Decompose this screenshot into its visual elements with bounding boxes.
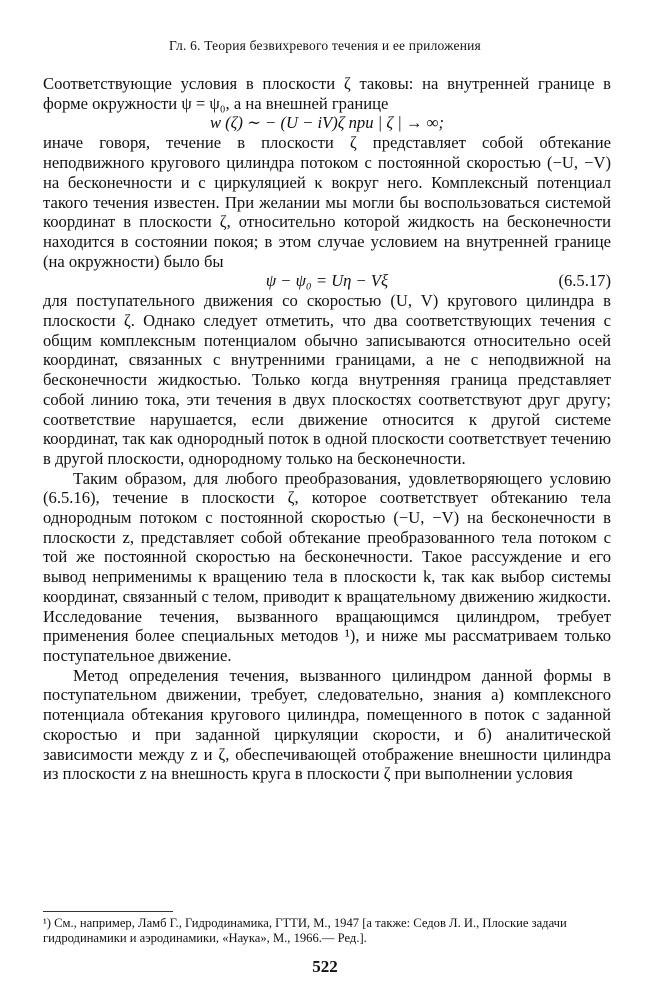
paragraph-2: иначе говоря, течение в плоскости ζ представляет собой обтекание неподвижного кругового цилиндра потоком с постоянной скоростью (−U, −V) на бесконечности и с циркуляцией κ вокруг него. Комплексный потенциал такого течения известен. При желании мы могли бы воспользоваться системой координат в плоскости ζ, относительно которой жидкость на бесконечности находится в состоянии покоя; в этом случае условием на внутренней границе (на окружности) было бы bbox=[43, 133, 611, 271]
paragraph-3: для поступательного движения со скоростью (U, V) кругового цилиндра в плоскости ζ. Однако следует отметить, что два соответствующих течения с общим комплексным потенциалом обычно записываются относительно осей координат, связанных с внутренними границами, а не с неподвижной на бесконечности жидкостью. Только когда внутренняя граница представляет собой линию тока, эти течения в двух плоскостях соответствуют друг другу; соответствие нарушается, если движение относится к другой системе координат, так как однородный поток в одной плоскости соответствует течению в другой плоскости, однородному только на бесконечности. bbox=[43, 291, 611, 468]
equation-far-field-text: w (ζ) ∼ − (U − iV)ζ при | ζ | → ∞; bbox=[209, 113, 445, 133]
page-number: 522 bbox=[312, 957, 338, 976]
footnote: ¹) См., например, Ламб Г., Гидродинамика, ГТТИ, М., 1947 [а также: Седов Л. И., Плоские задачи гидродинамики и аэродинамики, «Наука», М., 1966.— Ред.]. bbox=[43, 916, 567, 945]
paragraph-1: Соответствующие условия в плоскости ζ таковы: на внутренней границе в форме окружности ψ = ψ₀, а на внешней границе bbox=[43, 74, 611, 113]
body-text bbox=[43, 74, 611, 784]
equation-6-5-17-text: ψ − ψ₀ = Uη − Vξ bbox=[265, 271, 389, 291]
equation-far-field bbox=[43, 113, 611, 133]
equation-number: (6.5.17) bbox=[558, 271, 611, 291]
equation-6-5-17 bbox=[43, 271, 611, 291]
paragraph-5: Метод определения течения, вызванного цилиндром данной формы в поступательном движении, требует, следовательно, знания а) комплексного потенциала обтекания кругового цилиндра, помещенного в поток с заданной скоростью и при заданной циркуляции скорости, и б) аналитической зависимости между z и ζ, обеспечивающей отображение внешности цилиндра из плоскости z на внешность круга в плоскости ζ при выполнении условия bbox=[43, 665, 611, 784]
running-head: Гл. 6. Теория безвихревого течения и ее приложения bbox=[169, 38, 481, 53]
paragraph-4: Таким образом, для любого преобразования, удовлетворяющего условию (6.5.16), течение в плоскости ζ, которое соответствует обтеканию тела однородным потоком с постоянной скоростью (−U, −V) на бесконечности в плоскости z, представляет собой обтекание преобразованного тела потоком с той же постоянной скоростью на бесконечности. Такое рассуждение и его вывод неприменимы к вращению тела в плоскости k, так как выбор системы координат, связанный с телом, приводит к вращательному движению жидкости. Исследование течения, вызванного вращающимся цилиндром, требует применения более специальных методов ¹), и ниже мы рассматриваем только поступательное движение. bbox=[43, 468, 611, 665]
footnote-divider bbox=[43, 911, 173, 912]
